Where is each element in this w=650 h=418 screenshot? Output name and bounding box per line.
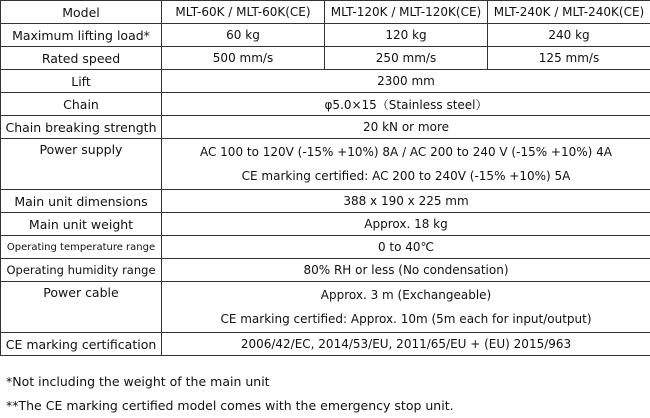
chain-value: φ5.0×15（Stainless steel）	[162, 93, 650, 116]
weight-label: Main unit weight	[1, 213, 162, 236]
row-chain-breaking	[1, 116, 650, 139]
power-cable-line-2: CE marking certified: Approx. 10m (5m each for input/output)	[220, 312, 592, 326]
header-row	[1, 1, 650, 24]
power-cable-line-1: Approx. 3 m (Exchangeable)	[320, 288, 492, 302]
model-60k: MLT-60K / MLT-60K(CE)	[162, 1, 325, 24]
row-power-supply	[1, 139, 650, 190]
footnote-ce-model: **The CE marking certified model comes with the emergency stop unit.	[6, 398, 454, 413]
power-supply-value	[162, 139, 650, 190]
row-power-cable	[1, 282, 650, 333]
row-max-load	[1, 24, 650, 47]
weight-value: Approx. 18 kg	[162, 213, 650, 236]
row-humidity	[1, 259, 650, 282]
max-load-120k: 120 kg	[325, 24, 488, 47]
power-supply-label: Power supply	[1, 139, 162, 190]
power-cable-value	[162, 282, 650, 333]
power-cable-label: Power cable	[1, 282, 162, 333]
row-dimensions	[1, 190, 650, 213]
chain-label: Chain	[1, 93, 162, 116]
temperature-label: Operating temperature range	[1, 236, 162, 259]
model-120k: MLT-120K / MLT-120K(CE)	[325, 1, 488, 24]
power-supply-line-1: AC 100 to 120V (-15% +10%) 8A / AC 200 to 240 V (-15% +10%) 4A	[199, 145, 612, 159]
humidity-value: 80% RH or less (No condensation)	[162, 259, 650, 282]
chain-breaking-label: Chain breaking strength	[1, 116, 162, 139]
lift-value: 2300 mm	[162, 70, 650, 93]
ce-certification-value: 2006/42/EC, 2014/53/EU, 2011/65/EU + (EU) 2015/963	[162, 333, 650, 356]
humidity-label: Operating humidity range	[1, 259, 162, 282]
rated-speed-120k: 250 mm/s	[325, 47, 488, 70]
row-temperature	[1, 236, 650, 259]
model-240k: MLT-240K / MLT-240K(CE)	[488, 1, 650, 24]
dimensions-value: 388 x 190 x 225 mm	[162, 190, 650, 213]
rated-speed-60k: 500 mm/s	[162, 47, 325, 70]
max-load-label: Maximum lifting load*	[1, 24, 162, 47]
chain-breaking-value: 20 kN or more	[162, 116, 650, 139]
footnote-weight: *Not including the weight of the main unit	[6, 374, 270, 389]
temperature-value: 0 to 40℃	[162, 236, 650, 259]
row-chain	[1, 93, 650, 116]
max-load-240k: 240 kg	[488, 24, 650, 47]
max-load-60k: 60 kg	[162, 24, 325, 47]
rated-speed-label: Rated speed	[1, 47, 162, 70]
row-ce-certification	[1, 333, 650, 356]
row-weight	[1, 213, 650, 236]
model-label: Model	[1, 1, 162, 24]
lift-label: Lift	[1, 70, 162, 93]
rated-speed-240k: 125 mm/s	[488, 47, 650, 70]
ce-certification-label: CE marking certification	[1, 333, 162, 356]
row-lift	[1, 70, 650, 93]
power-supply-line-2: CE marking certified: AC 200 to 240V (-15% +10%) 5A	[241, 169, 571, 183]
dimensions-label: Main unit dimensions	[1, 190, 162, 213]
row-rated-speed	[1, 47, 650, 70]
